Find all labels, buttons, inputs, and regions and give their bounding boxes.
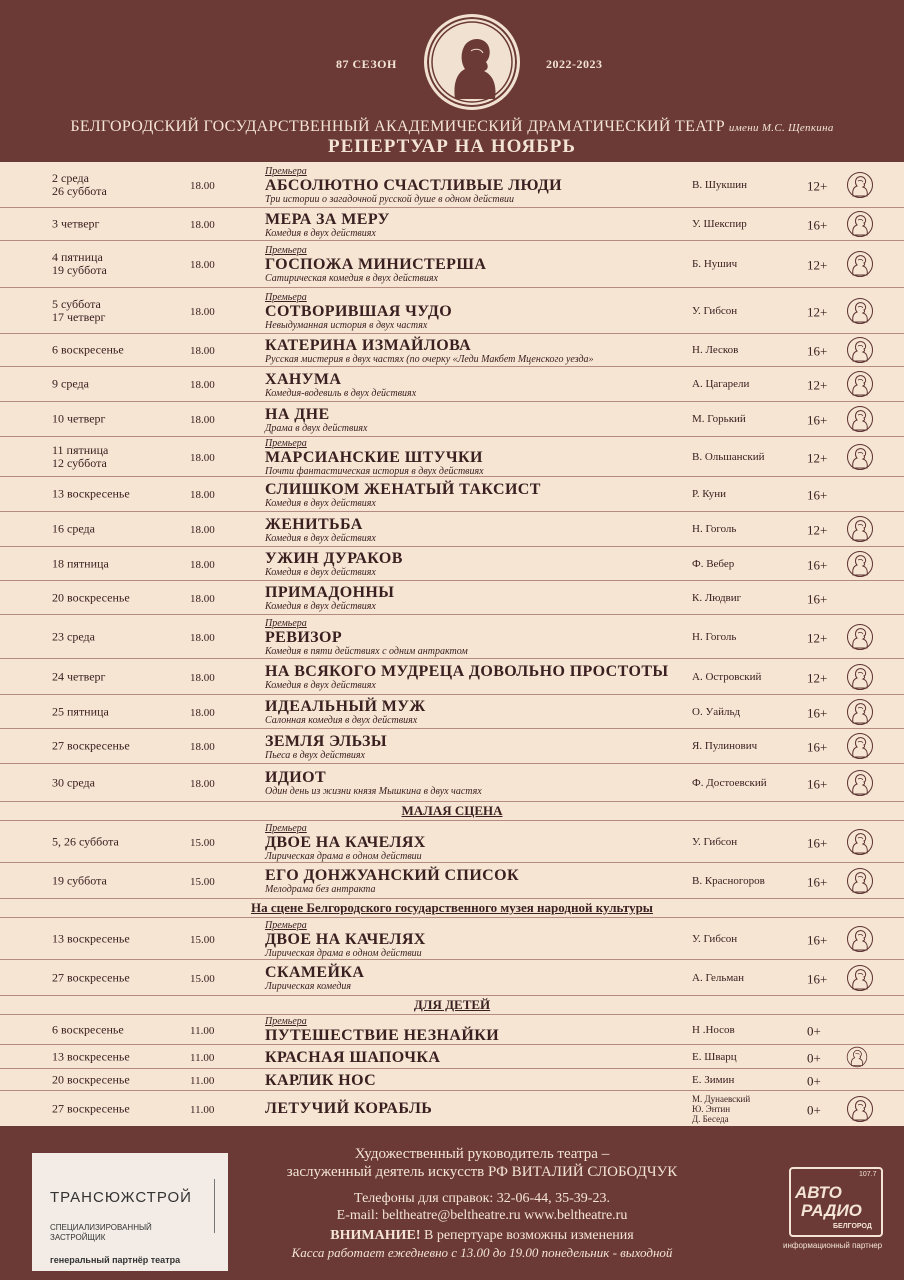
age-rating: 16+ [807,835,828,851]
performance-date: 16 среда [52,521,95,536]
performance-date: 20 воскресенье [52,1072,130,1086]
performance-date: 27 воскресенье [52,1101,130,1115]
sponsor-logo: ТРАНСЮЖСТРОЙ [50,1189,192,1206]
play-info [265,920,426,959]
play-title: НА ВСЯКОГО МУДРЕЦА ДОВОЛЬНО ПРОСТОТЫ [265,663,669,680]
age-rating: 12+ [807,257,828,273]
play-author: Я. Пулинович [692,740,758,752]
play-author: А. Гельман [692,971,745,984]
play-author: Н. Гоголь [692,523,737,535]
theatre-name [0,118,904,136]
author-portrait-icon [846,1046,868,1068]
play-title: ЗЕМЛЯ ЭЛЬЗЫ [265,733,387,750]
schedule-row [0,1091,904,1126]
performance-time: 18.00 [190,671,215,684]
schedule-row [0,863,904,899]
schedule-row [0,477,904,512]
performance-date: 11 пятница 12 суббота [52,442,109,470]
age-rating: 16+ [807,705,828,721]
play-author: Б. Нушич [692,258,738,270]
play-info [265,867,519,895]
author-portrait-icon [846,370,874,398]
schedule-row [0,729,904,764]
play-title: ПУТЕШЕСТВИЕ НЕЗНАЙКИ [265,1027,500,1044]
author-portrait-icon [846,443,874,471]
performance-time: 11.00 [190,1074,215,1087]
premiere-badge: Премьера [265,823,307,834]
play-description: Почти фантастическая история в двух действиях [265,466,484,477]
play-info [265,406,367,434]
play-description: Комедия в двух действиях [265,498,376,509]
play-info [265,550,403,578]
author-portrait-icon [846,297,874,325]
age-rating: 12+ [807,304,828,320]
play-author: У. Гибсон [692,835,738,848]
play-description: Русская мистерия в двух частях (по очерку «Леди Макбет Мценского уезда» [265,354,594,365]
phones-line: Телефоны для справок: 32-06-44, 35-39-23. [354,1191,610,1206]
age-rating: 12+ [807,450,828,466]
play-description: Пьеса в двух действиях [265,750,365,761]
play-author: Н .Носов [692,1023,735,1036]
performance-time: 18.00 [190,524,215,537]
performance-date: 5 суббота 17 четверг [52,296,106,324]
play-title: СОТВОРИВШАЯ ЧУДО [265,303,453,320]
performance-time: 11.00 [190,1024,215,1037]
performance-time: 15.00 [190,972,215,985]
play-description: Салонная комедия в двух действиях [265,715,418,726]
performance-time: 18.00 [190,558,215,571]
play-author: У. Гибсон [692,304,738,317]
radio-logo-bottom: РАДИО [801,1201,862,1220]
schedule-row [0,918,904,960]
play-info [265,733,387,761]
age-rating: 16+ [807,739,828,755]
premiere-badge: Премьера [265,438,307,449]
performance-date: 27 воскресенье [52,738,130,753]
premiere-badge: Премьера [265,920,307,931]
play-author: Е. Зимин [692,1073,735,1086]
play-author: Р. Куни [692,488,727,500]
section-heading: МАЛАЯ СЦЕНА [0,802,904,821]
play-info [265,1016,499,1044]
play-title: ПРИМАДОННЫ [265,584,395,601]
play-title: ЕГО ДОНЖУАНСКИЙ СПИСОК [265,867,519,884]
schedule-row [0,367,904,402]
performance-date: 3 четверг [52,216,100,231]
performance-time: 18.00 [190,777,215,790]
performance-date: 25 пятница [52,704,109,718]
play-title: ДВОЕ НА КАЧЕЛЯХ [265,931,426,948]
age-rating: 16+ [807,487,828,503]
play-info [265,211,390,239]
page-title: РЕПЕРТУАР НА НОЯБРЬ [328,136,576,157]
play-title: ХАНУМА [265,371,342,388]
performance-date: 2 среда 26 суббота [52,170,107,198]
section-heading: На сцене Белгородского государственного музея народной культуры [0,899,904,918]
schedule-row [0,764,904,802]
performance-time: 18.00 [190,379,215,392]
schedule-row [0,960,904,996]
play-description: Сатирическая комедия в двух действиях [265,273,438,284]
author-portrait-icon [846,250,874,278]
schedule-row [0,821,904,863]
premiere-badge: Премьера [265,618,307,629]
schedule-row [0,241,904,288]
radio-partner [783,1167,883,1269]
schedule-row [0,547,904,581]
director-info [232,1145,732,1181]
play-title: ДВОЕ НА КАЧЕЛЯХ [265,834,426,851]
schedule-row [0,581,904,615]
play-title: СКАМЕЙКА [265,964,365,981]
schedule-row [0,334,904,367]
play-description: Комедия-водевиль в двух действиях [265,388,417,399]
schedule-row [0,208,904,241]
play-info [265,371,416,399]
age-rating: 16+ [807,217,828,233]
warning-bold: ВНИМАНИЕ! [330,1228,421,1243]
theatre-named-after: имени М.С. Щепкина [728,122,834,134]
play-info [265,823,426,862]
performance-time: 18.00 [190,305,215,318]
warning [232,1227,732,1245]
play-title: КРАСНАЯ ШАПОЧКА [265,1049,441,1066]
play-title: НА ДНЕ [265,406,330,423]
schedule-table [0,162,904,1126]
theatre-name-text: БЕЛГОРОДСКИЙ ГОСУДАРСТВЕННЫЙ АКАДЕМИЧЕСКИЙ ДРАМАТИЧЕСКИЙ ТЕАТР [70,118,725,135]
performance-date: 6 воскресенье [52,342,124,357]
performance-time: 18.00 [190,451,215,464]
age-rating: 0+ [807,1023,821,1039]
play-author: У. Гибсон [692,932,738,945]
play-author: В. Шукшин [692,178,748,191]
email-web-line[interactable]: E-mail: beltheatre@beltheatre.ru www.beltheatre.ru [336,1208,628,1223]
age-rating: 0+ [807,1073,821,1089]
cashier-hours: Касса работает ежедневно с 13.00 до 19.00 понедельник - выходной [291,1245,673,1260]
director-line-1: Художественный руководитель театра – [354,1146,610,1162]
play-title: ГОСПОЖА МИНИСТЕРША [265,256,487,273]
play-info [265,618,468,657]
play-author: Ф. Достоевский [692,776,767,789]
play-author: Ф. Вебер [692,557,735,570]
author-portrait-icon [846,336,874,364]
sponsor-divider [214,1179,215,1233]
author-portrait-icon [846,210,874,238]
sponsor-banner [32,1153,228,1271]
play-description: Три истории о загадочной русской душе в одном действии [265,194,514,205]
age-rating: 12+ [807,670,828,686]
sponsor-subtitle: СПЕЦИАЛИЗИРОВАННЫЙ ЗАСТРОЙЩИК [50,1223,152,1242]
performance-date: 30 среда [52,775,95,789]
play-author: А. Цагарели [692,378,750,390]
play-description: Лирическая комедия [265,981,352,992]
performance-time: 18.00 [190,592,215,605]
performance-time: 18.00 [190,219,215,232]
schedule-row [0,288,904,334]
play-title: ЛЕТУЧИЙ КОРАБЛЬ [265,1100,433,1117]
play-info [265,166,562,205]
play-description: Комедия в двух действиях [265,680,376,691]
age-rating: 16+ [807,591,828,607]
play-title: РЕВИЗОР [265,629,343,646]
schedule-row [0,512,904,547]
play-author: У. Шекспир [692,218,747,230]
author-portrait-icon [846,171,874,199]
schedule-row [0,1015,904,1045]
author-portrait-icon [846,732,874,760]
performance-date: 13 воскресенье [52,931,130,945]
play-description: Комедия в двух действиях [265,567,376,578]
season-label: 87 СЕЗОН [336,57,397,71]
play-title: АБСОЛЮТНО СЧАСТЛИВЫЕ ЛЮДИ [265,177,563,194]
play-info [265,516,376,544]
performance-time: 18.00 [190,631,215,644]
author-portrait-icon [846,405,874,433]
schedule-row [0,162,904,208]
author-portrait-icon [846,925,874,953]
play-title: МЕРА ЗА МЕРУ [265,211,390,228]
performance-date: 20 воскресенье [52,590,130,604]
season-years: 2022-2023 [546,57,603,71]
performance-time: 15.00 [190,836,215,849]
performance-time: 11.00 [190,1051,215,1064]
play-info [265,1072,376,1089]
play-title: КАРЛИК НОС [265,1072,377,1089]
age-rating: 12+ [807,377,828,393]
performance-date: 24 четверг [52,669,106,683]
author-portrait-icon [846,1095,874,1123]
performance-time: 18.00 [190,741,215,754]
radio-frequency: 107.7 [859,1171,877,1178]
author-portrait-icon [846,867,874,895]
premiere-badge: Премьера [265,292,307,303]
age-rating: 16+ [807,776,828,792]
premiere-badge: Премьера [265,166,307,177]
age-rating: 16+ [807,932,828,948]
play-description: Невыдуманная история в двух частях [265,320,428,331]
play-info [265,769,482,797]
performance-time: 15.00 [190,875,215,888]
performance-date: 10 четверг [52,411,106,426]
author-portrait-icon [846,964,874,992]
performance-date: 18 пятница [52,556,109,570]
performance-date: 19 суббота [52,873,107,887]
performance-date: 23 среда [52,629,95,643]
contacts [232,1190,732,1224]
play-title: ИДЕАЛЬНЫЙ МУЖ [265,698,426,715]
play-author: Н. Лесков [692,344,739,356]
play-author: О. Уайльд [692,705,741,718]
performance-date: 6 воскресенье [52,1022,124,1036]
play-description: Драма в двух действиях [265,423,368,434]
director-line-2: заслуженный деятель искусств РФ ВИТАЛИЙ СЛОБОДЧУК [286,1164,678,1180]
performance-time: 18.00 [190,414,215,427]
play-info [265,698,426,726]
performance-time: 18.00 [190,489,215,502]
sponsor-partner-label: генеральный партнёр театра [50,1255,181,1265]
play-description: Лирическая драма в одном действии [265,948,422,959]
section-heading: ДЛЯ ДЕТЕЙ [0,996,904,1015]
play-description: Лирическая драма в одном действии [265,851,422,862]
play-info [265,481,541,509]
warning-text: В репертуаре возможны изменения [420,1228,634,1243]
author-portrait-icon [846,515,874,543]
play-description: Комедия в двух действиях [265,533,376,544]
age-rating: 12+ [807,178,828,194]
play-author: В. Ольшанский [692,450,765,463]
author-portrait-icon [846,663,874,691]
age-rating: 0+ [807,1050,821,1066]
schedule-row [0,615,904,659]
performance-time: 15.00 [190,933,215,946]
author-portrait-icon [846,550,874,578]
schedule-row [0,1045,904,1069]
play-author: Н. Гоголь [692,630,737,643]
play-author: А. Островский [692,670,762,683]
age-rating: 16+ [807,343,828,359]
performance-time: 18.00 [190,706,215,719]
age-rating: 0+ [807,1102,821,1118]
author-portrait-icon [846,769,874,797]
schedule-row [0,402,904,437]
age-rating: 12+ [807,630,828,646]
play-author: В. Красногоров [692,874,765,887]
schedule-row [0,659,904,695]
performance-date: 13 воскресенье [52,486,130,501]
age-rating: 16+ [807,412,828,428]
premiere-badge: Премьера [265,1016,307,1027]
play-description: Комедия в двух действиях [265,601,376,612]
performance-date: 13 воскресенье [52,1049,130,1063]
age-rating: 16+ [807,874,828,890]
play-info [265,584,394,612]
footer [0,1137,904,1280]
play-info [265,1100,432,1117]
play-description: Мелодрама без антракта [265,884,376,895]
performance-time: 18.00 [190,179,215,192]
shchepkin-medallion-icon [424,14,520,110]
play-author: М. Горький [692,413,746,425]
performance-time: 18.00 [190,259,215,272]
author-portrait-icon [846,698,874,726]
schedule-row [0,695,904,729]
schedule-row [0,437,904,477]
play-info [265,1049,440,1066]
play-info [265,337,594,365]
play-author: К. Людвиг [692,591,742,604]
play-info [265,663,669,691]
play-title: КАТЕРИНА ИЗМАЙЛОВА [265,337,472,354]
play-title: ИДИОТ [265,769,327,786]
radio-logo-top: АВТО [795,1183,842,1202]
play-author: М. Дунаевский Ю. Энтин Д. Беседа [692,1093,751,1124]
header [0,0,904,162]
play-title: МАРСИАНСКИЕ ШТУЧКИ [265,449,483,466]
play-info [265,964,364,992]
radio-city: БЕЛГОРОД [833,1223,872,1230]
age-rating: 12+ [807,522,828,538]
play-info [265,292,452,331]
performance-time: 18.00 [190,345,215,358]
play-title: СЛИШКОМ ЖЕНАТЫЙ ТАКСИСТ [265,481,541,498]
age-rating: 16+ [807,971,828,987]
performance-date: 5, 26 суббота [52,834,119,848]
premiere-badge: Премьера [265,245,307,256]
performance-time: 11.00 [190,1103,215,1116]
age-rating: 16+ [807,557,828,573]
radio-partner-label: информационный партнер [783,1241,883,1250]
play-info [265,245,486,284]
performance-date: 4 пятница 19 суббота [52,250,107,277]
schedule-row [0,1069,904,1091]
play-description: Один день из жизни князя Мышкина в двух частях [265,786,482,797]
performance-date: 27 воскресенье [52,970,130,984]
play-description: Комедия в двух действиях [265,228,376,239]
performance-date: 9 среда [52,376,89,391]
author-portrait-icon [846,828,874,856]
play-title: ЖЕНИТЬБА [265,516,363,533]
play-info [265,438,484,477]
play-description: Комедия в пяти действиях с одним антрактом [265,646,468,657]
author-portrait-icon [846,623,874,651]
play-title: УЖИН ДУРАКОВ [265,550,403,567]
play-author: Е. Шварц [692,1050,737,1063]
